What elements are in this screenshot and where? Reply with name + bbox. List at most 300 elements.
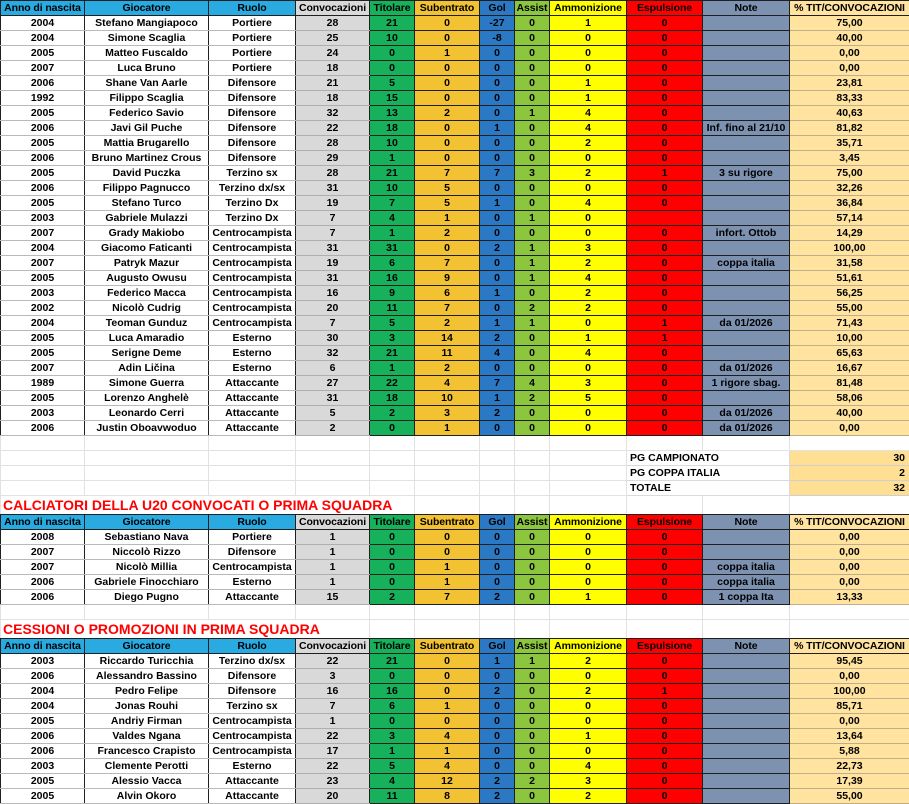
convocazioni-cell[interactable]: 29 bbox=[296, 151, 370, 166]
ammonizione-cell[interactable]: 2 bbox=[550, 654, 627, 669]
subentrato-cell[interactable]: 1 bbox=[415, 560, 480, 575]
ammonizione-cell[interactable]: 0 bbox=[550, 744, 627, 759]
titolare-cell[interactable]: 18 bbox=[370, 121, 415, 136]
section-title-u20[interactable]: CALCIATORI DELLA U20 CONVOCATI O PRIMA SQUADRA bbox=[1, 496, 415, 515]
convocazioni-cell[interactable]: 6 bbox=[296, 361, 370, 376]
ammonizione-cell[interactable]: 3 bbox=[550, 376, 627, 391]
espulsione-cell[interactable]: 1 bbox=[627, 331, 703, 346]
pct-cell[interactable]: 83,33 bbox=[790, 91, 909, 106]
giocatore-cell[interactable]: Alvin Okoro bbox=[85, 789, 209, 804]
titolare-cell[interactable]: 21 bbox=[370, 346, 415, 361]
note-cell[interactable] bbox=[703, 789, 790, 804]
titolare-cell[interactable]: 9 bbox=[370, 286, 415, 301]
subentrato-cell[interactable]: 1 bbox=[415, 575, 480, 590]
giocatore-cell[interactable]: Giacomo Faticanti bbox=[85, 241, 209, 256]
convocazioni-cell[interactable]: 16 bbox=[296, 286, 370, 301]
espulsione-cell[interactable]: 1 bbox=[627, 316, 703, 331]
giocatore-cell[interactable]: Alessandro Bassino bbox=[85, 669, 209, 684]
convocazioni-cell[interactable]: 22 bbox=[296, 121, 370, 136]
subentrato-cell[interactable]: 2 bbox=[415, 361, 480, 376]
espulsione-cell[interactable]: 0 bbox=[627, 46, 703, 61]
ruolo-cell[interactable]: Attaccante bbox=[209, 391, 296, 406]
giocatore-cell[interactable]: Valdes Ngana bbox=[85, 729, 209, 744]
ruolo-cell[interactable]: Difensore bbox=[209, 76, 296, 91]
assist-cell[interactable]: 2 bbox=[515, 774, 550, 789]
pct-cell[interactable]: 0,00 bbox=[790, 575, 909, 590]
subentrato-cell[interactable]: 12 bbox=[415, 774, 480, 789]
convocazioni-cell[interactable]: 16 bbox=[296, 684, 370, 699]
note-cell[interactable] bbox=[703, 714, 790, 729]
note-cell[interactable] bbox=[703, 774, 790, 789]
gol-cell[interactable]: 0 bbox=[480, 226, 515, 241]
espulsione-cell[interactable]: 0 bbox=[627, 61, 703, 76]
empty-cell[interactable] bbox=[703, 496, 790, 515]
col-header-giocatore[interactable]: Giocatore bbox=[85, 1, 209, 16]
convocazioni-cell[interactable]: 22 bbox=[296, 654, 370, 669]
assist-cell[interactable]: 1 bbox=[515, 271, 550, 286]
subentrato-cell[interactable]: 5 bbox=[415, 196, 480, 211]
ruolo-cell[interactable]: Centrocampista bbox=[209, 226, 296, 241]
col-header-assist[interactable]: Assist bbox=[515, 639, 550, 654]
gol-cell[interactable]: 1 bbox=[480, 316, 515, 331]
empty-cell[interactable] bbox=[480, 620, 515, 639]
pct-cell[interactable]: 0,00 bbox=[790, 61, 909, 76]
note-cell[interactable] bbox=[703, 654, 790, 669]
assist-cell[interactable]: 0 bbox=[515, 361, 550, 376]
convocazioni-cell[interactable]: 28 bbox=[296, 166, 370, 181]
titolare-cell[interactable]: 0 bbox=[370, 530, 415, 545]
titolare-cell[interactable]: 5 bbox=[370, 76, 415, 91]
col-header-ammonizione[interactable]: Ammonizione bbox=[550, 1, 627, 16]
pct-cell[interactable]: 0,00 bbox=[790, 46, 909, 61]
note-cell[interactable] bbox=[703, 391, 790, 406]
pct-cell[interactable]: 51,61 bbox=[790, 271, 909, 286]
gol-cell[interactable]: 2 bbox=[480, 789, 515, 804]
giocatore-cell[interactable]: Alessio Vacca bbox=[85, 774, 209, 789]
ammonizione-cell[interactable]: 1 bbox=[550, 91, 627, 106]
gol-cell[interactable]: 0 bbox=[480, 106, 515, 121]
giocatore-cell[interactable]: Federico Savio bbox=[85, 106, 209, 121]
ammonizione-cell[interactable]: 0 bbox=[550, 61, 627, 76]
espulsione-cell[interactable]: 0 bbox=[627, 151, 703, 166]
assist-cell[interactable]: 0 bbox=[515, 590, 550, 605]
convocazioni-cell[interactable]: 24 bbox=[296, 46, 370, 61]
subentrato-cell[interactable]: 7 bbox=[415, 256, 480, 271]
empty-cell[interactable] bbox=[370, 605, 415, 620]
subentrato-cell[interactable]: 0 bbox=[415, 151, 480, 166]
summary-value[interactable]: 32 bbox=[790, 481, 909, 496]
titolare-cell[interactable]: 0 bbox=[370, 61, 415, 76]
assist-cell[interactable]: 0 bbox=[515, 744, 550, 759]
espulsione-cell[interactable]: 0 bbox=[627, 31, 703, 46]
ammonizione-cell[interactable]: 4 bbox=[550, 271, 627, 286]
giocatore-cell[interactable]: Stefano Mangiapoco bbox=[85, 16, 209, 31]
anno-cell[interactable]: 2007 bbox=[1, 256, 85, 271]
titolare-cell[interactable]: 11 bbox=[370, 789, 415, 804]
pct-cell[interactable]: 36,84 bbox=[790, 196, 909, 211]
note-cell[interactable] bbox=[703, 61, 790, 76]
empty-cell[interactable] bbox=[627, 620, 703, 639]
giocatore-cell[interactable]: Shane Van Aarle bbox=[85, 76, 209, 91]
subentrato-cell[interactable]: 2 bbox=[415, 226, 480, 241]
giocatore-cell[interactable]: Luca Amaradio bbox=[85, 331, 209, 346]
note-cell[interactable]: da 01/2026 bbox=[703, 361, 790, 376]
espulsione-cell[interactable]: 0 bbox=[627, 91, 703, 106]
ruolo-cell[interactable]: Centrocampista bbox=[209, 714, 296, 729]
note-cell[interactable] bbox=[703, 530, 790, 545]
assist-cell[interactable]: 0 bbox=[515, 530, 550, 545]
convocazioni-cell[interactable]: 25 bbox=[296, 31, 370, 46]
col-header-ruolo[interactable]: Ruolo bbox=[209, 515, 296, 530]
note-cell[interactable] bbox=[703, 699, 790, 714]
assist-cell[interactable]: 0 bbox=[515, 31, 550, 46]
empty-cell[interactable] bbox=[515, 436, 550, 451]
note-cell[interactable] bbox=[703, 729, 790, 744]
titolare-cell[interactable]: 2 bbox=[370, 406, 415, 421]
note-cell[interactable] bbox=[703, 744, 790, 759]
gol-cell[interactable]: 0 bbox=[480, 256, 515, 271]
titolare-cell[interactable]: 22 bbox=[370, 376, 415, 391]
espulsione-cell[interactable]: 0 bbox=[627, 376, 703, 391]
giocatore-cell[interactable]: Stefano Turco bbox=[85, 196, 209, 211]
ruolo-cell[interactable]: Terzino sx bbox=[209, 166, 296, 181]
gol-cell[interactable]: 0 bbox=[480, 759, 515, 774]
subentrato-cell[interactable]: 0 bbox=[415, 31, 480, 46]
subentrato-cell[interactable]: 0 bbox=[415, 654, 480, 669]
empty-cell[interactable] bbox=[550, 451, 627, 466]
titolare-cell[interactable]: 3 bbox=[370, 331, 415, 346]
anno-cell[interactable]: 2003 bbox=[1, 654, 85, 669]
titolare-cell[interactable]: 0 bbox=[370, 714, 415, 729]
titolare-cell[interactable]: 4 bbox=[370, 774, 415, 789]
anno-cell[interactable]: 2007 bbox=[1, 545, 85, 560]
assist-cell[interactable]: 0 bbox=[515, 560, 550, 575]
anno-cell[interactable]: 2006 bbox=[1, 121, 85, 136]
anno-cell[interactable]: 2007 bbox=[1, 361, 85, 376]
giocatore-cell[interactable]: Federico Macca bbox=[85, 286, 209, 301]
anno-cell[interactable]: 2005 bbox=[1, 136, 85, 151]
note-cell[interactable]: coppa italia bbox=[703, 256, 790, 271]
subentrato-cell[interactable]: 0 bbox=[415, 669, 480, 684]
assist-cell[interactable]: 0 bbox=[515, 196, 550, 211]
empty-cell[interactable] bbox=[1, 466, 85, 481]
subentrato-cell[interactable]: 10 bbox=[415, 391, 480, 406]
section-title-cessioni[interactable]: CESSIONI O PROMOZIONI IN PRIMA SQUADRA bbox=[1, 620, 370, 639]
summary-value[interactable]: 2 bbox=[790, 466, 909, 481]
gol-cell[interactable]: 2 bbox=[480, 331, 515, 346]
espulsione-cell[interactable]: 0 bbox=[627, 759, 703, 774]
titolare-cell[interactable]: 11 bbox=[370, 301, 415, 316]
espulsione-cell[interactable]: 0 bbox=[627, 241, 703, 256]
espulsione-cell[interactable]: 0 bbox=[627, 106, 703, 121]
subentrato-cell[interactable]: 0 bbox=[415, 684, 480, 699]
subentrato-cell[interactable]: 0 bbox=[415, 136, 480, 151]
ruolo-cell[interactable]: Centrocampista bbox=[209, 271, 296, 286]
pct-cell[interactable]: 71,43 bbox=[790, 316, 909, 331]
anno-cell[interactable]: 2004 bbox=[1, 684, 85, 699]
col-header-note[interactable]: Note bbox=[703, 1, 790, 16]
anno-cell[interactable]: 2006 bbox=[1, 744, 85, 759]
empty-cell[interactable] bbox=[415, 620, 480, 639]
assist-cell[interactable]: 0 bbox=[515, 545, 550, 560]
titolare-cell[interactable]: 1 bbox=[370, 744, 415, 759]
assist-cell[interactable]: 0 bbox=[515, 699, 550, 714]
pct-cell[interactable]: 75,00 bbox=[790, 166, 909, 181]
empty-cell[interactable] bbox=[515, 496, 550, 515]
empty-cell[interactable] bbox=[415, 481, 480, 496]
ammonizione-cell[interactable]: 0 bbox=[550, 46, 627, 61]
anno-cell[interactable]: 2006 bbox=[1, 669, 85, 684]
empty-cell[interactable] bbox=[415, 436, 480, 451]
empty-cell[interactable] bbox=[1, 481, 85, 496]
col-header-espulsione[interactable]: Espulsione bbox=[627, 515, 703, 530]
ruolo-cell[interactable]: Esterno bbox=[209, 331, 296, 346]
note-cell[interactable]: da 01/2026 bbox=[703, 316, 790, 331]
col-header-convocazioni[interactable]: Convocazioni bbox=[296, 1, 370, 16]
subentrato-cell[interactable]: 6 bbox=[415, 286, 480, 301]
empty-cell[interactable] bbox=[85, 466, 209, 481]
giocatore-cell[interactable]: Francesco Crapisto bbox=[85, 744, 209, 759]
assist-cell[interactable]: 2 bbox=[515, 391, 550, 406]
espulsione-cell[interactable]: 0 bbox=[627, 346, 703, 361]
convocazioni-cell[interactable]: 18 bbox=[296, 61, 370, 76]
gol-cell[interactable]: 0 bbox=[480, 699, 515, 714]
giocatore-cell[interactable]: Luca Bruno bbox=[85, 61, 209, 76]
note-cell[interactable] bbox=[703, 545, 790, 560]
gol-cell[interactable]: -8 bbox=[480, 31, 515, 46]
giocatore-cell[interactable]: Mattia Brugarello bbox=[85, 136, 209, 151]
ammonizione-cell[interactable]: 1 bbox=[550, 590, 627, 605]
giocatore-cell[interactable]: Patryk Mazur bbox=[85, 256, 209, 271]
pct-cell[interactable]: 65,63 bbox=[790, 346, 909, 361]
assist-cell[interactable]: 0 bbox=[515, 16, 550, 31]
pct-cell[interactable]: 85,71 bbox=[790, 699, 909, 714]
note-cell[interactable] bbox=[703, 669, 790, 684]
gol-cell[interactable]: 1 bbox=[480, 654, 515, 669]
gol-cell[interactable]: 0 bbox=[480, 136, 515, 151]
ruolo-cell[interactable]: Attaccante bbox=[209, 376, 296, 391]
anno-cell[interactable]: 2006 bbox=[1, 181, 85, 196]
empty-cell[interactable] bbox=[415, 605, 480, 620]
giocatore-cell[interactable]: Grady Makiobo bbox=[85, 226, 209, 241]
assist-cell[interactable]: 0 bbox=[515, 331, 550, 346]
empty-cell[interactable] bbox=[790, 436, 909, 451]
empty-cell[interactable] bbox=[515, 466, 550, 481]
gol-cell[interactable]: 0 bbox=[480, 181, 515, 196]
espulsione-cell[interactable]: 0 bbox=[627, 406, 703, 421]
anno-cell[interactable]: 2007 bbox=[1, 560, 85, 575]
col-header-ammonizione[interactable]: Ammonizione bbox=[550, 515, 627, 530]
gol-cell[interactable]: 1 bbox=[480, 391, 515, 406]
assist-cell[interactable]: 1 bbox=[515, 241, 550, 256]
convocazioni-cell[interactable]: 5 bbox=[296, 406, 370, 421]
pct-cell[interactable]: 0,00 bbox=[790, 545, 909, 560]
pct-cell[interactable]: 32,26 bbox=[790, 181, 909, 196]
convocazioni-cell[interactable]: 1 bbox=[296, 545, 370, 560]
ruolo-cell[interactable]: Difensore bbox=[209, 136, 296, 151]
note-cell[interactable] bbox=[703, 211, 790, 226]
convocazioni-cell[interactable]: 2 bbox=[296, 421, 370, 436]
ammonizione-cell[interactable]: 0 bbox=[550, 316, 627, 331]
note-cell[interactable] bbox=[703, 136, 790, 151]
col-header-subentrato[interactable]: Subentrato bbox=[415, 639, 480, 654]
empty-cell[interactable] bbox=[1, 605, 85, 620]
ammonizione-cell[interactable]: 4 bbox=[550, 196, 627, 211]
titolare-cell[interactable]: 31 bbox=[370, 241, 415, 256]
pct-cell[interactable]: 40,00 bbox=[790, 406, 909, 421]
pct-cell[interactable]: 100,00 bbox=[790, 684, 909, 699]
titolare-cell[interactable]: 6 bbox=[370, 699, 415, 714]
note-cell[interactable] bbox=[703, 196, 790, 211]
note-cell[interactable] bbox=[703, 759, 790, 774]
assist-cell[interactable]: 0 bbox=[515, 76, 550, 91]
giocatore-cell[interactable]: Teoman Gunduz bbox=[85, 316, 209, 331]
empty-cell[interactable] bbox=[296, 481, 370, 496]
note-cell[interactable]: 1 coppa Ita bbox=[703, 590, 790, 605]
espulsione-cell[interactable]: 0 bbox=[627, 391, 703, 406]
ammonizione-cell[interactable]: 5 bbox=[550, 391, 627, 406]
anno-cell[interactable]: 2005 bbox=[1, 46, 85, 61]
subentrato-cell[interactable]: 5 bbox=[415, 181, 480, 196]
espulsione-cell[interactable]: 1 bbox=[627, 684, 703, 699]
empty-cell[interactable] bbox=[515, 605, 550, 620]
subentrato-cell[interactable]: 8 bbox=[415, 789, 480, 804]
subentrato-cell[interactable]: 0 bbox=[415, 545, 480, 560]
ruolo-cell[interactable]: Esterno bbox=[209, 361, 296, 376]
empty-cell[interactable] bbox=[1, 451, 85, 466]
empty-cell[interactable] bbox=[296, 605, 370, 620]
ruolo-cell[interactable]: Portiere bbox=[209, 16, 296, 31]
ammonizione-cell[interactable]: 1 bbox=[550, 331, 627, 346]
anno-cell[interactable]: 2005 bbox=[1, 331, 85, 346]
anno-cell[interactable]: 2008 bbox=[1, 530, 85, 545]
ammonizione-cell[interactable]: 0 bbox=[550, 31, 627, 46]
ruolo-cell[interactable]: Centrocampista bbox=[209, 560, 296, 575]
subentrato-cell[interactable]: 14 bbox=[415, 331, 480, 346]
assist-cell[interactable]: 0 bbox=[515, 346, 550, 361]
gol-cell[interactable]: 7 bbox=[480, 376, 515, 391]
subentrato-cell[interactable]: 7 bbox=[415, 590, 480, 605]
empty-cell[interactable] bbox=[370, 481, 415, 496]
gol-cell[interactable]: 0 bbox=[480, 61, 515, 76]
ruolo-cell[interactable]: Terzino dx/sx bbox=[209, 654, 296, 669]
empty-cell[interactable] bbox=[85, 436, 209, 451]
convocazioni-cell[interactable]: 27 bbox=[296, 376, 370, 391]
ammonizione-cell[interactable]: 0 bbox=[550, 421, 627, 436]
assist-cell[interactable]: 0 bbox=[515, 136, 550, 151]
pct-cell[interactable]: 10,00 bbox=[790, 331, 909, 346]
giocatore-cell[interactable]: Simone Guerra bbox=[85, 376, 209, 391]
empty-cell[interactable] bbox=[296, 466, 370, 481]
empty-cell[interactable] bbox=[550, 481, 627, 496]
giocatore-cell[interactable]: Leonardo Cerri bbox=[85, 406, 209, 421]
giocatore-cell[interactable]: Simone Scaglia bbox=[85, 31, 209, 46]
convocazioni-cell[interactable]: 17 bbox=[296, 744, 370, 759]
ruolo-cell[interactable]: Esterno bbox=[209, 759, 296, 774]
convocazioni-cell[interactable]: 23 bbox=[296, 774, 370, 789]
espulsione-cell[interactable]: 1 bbox=[627, 166, 703, 181]
pct-cell[interactable]: 17,39 bbox=[790, 774, 909, 789]
convocazioni-cell[interactable]: 31 bbox=[296, 271, 370, 286]
ammonizione-cell[interactable]: 3 bbox=[550, 774, 627, 789]
empty-cell[interactable] bbox=[209, 605, 296, 620]
assist-cell[interactable]: 0 bbox=[515, 575, 550, 590]
giocatore-cell[interactable]: Diego Pugno bbox=[85, 590, 209, 605]
pct-cell[interactable]: 58,06 bbox=[790, 391, 909, 406]
assist-cell[interactable]: 4 bbox=[515, 376, 550, 391]
col-header-note[interactable]: Note bbox=[703, 515, 790, 530]
gol-cell[interactable]: 0 bbox=[480, 530, 515, 545]
assist-cell[interactable]: 1 bbox=[515, 211, 550, 226]
summary-label[interactable]: PG COPPA ITALIA bbox=[627, 466, 790, 481]
col-header-ruolo[interactable]: Ruolo bbox=[209, 1, 296, 16]
ammonizione-cell[interactable]: 0 bbox=[550, 181, 627, 196]
espulsione-cell[interactable]: 0 bbox=[627, 575, 703, 590]
assist-cell[interactable]: 1 bbox=[515, 256, 550, 271]
pct-cell[interactable]: 55,00 bbox=[790, 789, 909, 804]
subentrato-cell[interactable]: 11 bbox=[415, 346, 480, 361]
espulsione-cell[interactable]: 0 bbox=[627, 654, 703, 669]
ruolo-cell[interactable]: Centrocampista bbox=[209, 316, 296, 331]
titolare-cell[interactable]: 10 bbox=[370, 31, 415, 46]
empty-cell[interactable] bbox=[550, 496, 627, 515]
subentrato-cell[interactable]: 1 bbox=[415, 421, 480, 436]
ammonizione-cell[interactable]: 1 bbox=[550, 16, 627, 31]
note-cell[interactable] bbox=[703, 286, 790, 301]
pct-cell[interactable]: 57,14 bbox=[790, 211, 909, 226]
ammonizione-cell[interactable]: 1 bbox=[550, 729, 627, 744]
anno-cell[interactable]: 2004 bbox=[1, 699, 85, 714]
titolare-cell[interactable]: 0 bbox=[370, 545, 415, 560]
ruolo-cell[interactable]: Attaccante bbox=[209, 774, 296, 789]
subentrato-cell[interactable]: 1 bbox=[415, 699, 480, 714]
ruolo-cell[interactable]: Centrocampista bbox=[209, 729, 296, 744]
anno-cell[interactable]: 2003 bbox=[1, 406, 85, 421]
gol-cell[interactable]: 0 bbox=[480, 744, 515, 759]
ammonizione-cell[interactable]: 4 bbox=[550, 759, 627, 774]
subentrato-cell[interactable]: 7 bbox=[415, 301, 480, 316]
convocazioni-cell[interactable]: 3 bbox=[296, 669, 370, 684]
ruolo-cell[interactable]: Centrocampista bbox=[209, 256, 296, 271]
giocatore-cell[interactable]: Gabriele Finocchiaro bbox=[85, 575, 209, 590]
anno-cell[interactable]: 2005 bbox=[1, 391, 85, 406]
note-cell[interactable] bbox=[703, 106, 790, 121]
subentrato-cell[interactable]: 0 bbox=[415, 530, 480, 545]
pct-cell[interactable]: 13,33 bbox=[790, 590, 909, 605]
empty-cell[interactable] bbox=[550, 605, 627, 620]
ruolo-cell[interactable]: Attaccante bbox=[209, 406, 296, 421]
assist-cell[interactable]: 0 bbox=[515, 729, 550, 744]
ruolo-cell[interactable]: Centrocampista bbox=[209, 241, 296, 256]
titolare-cell[interactable]: 21 bbox=[370, 16, 415, 31]
col-header-gol[interactable]: Gol bbox=[480, 639, 515, 654]
espulsione-cell[interactable]: 0 bbox=[627, 121, 703, 136]
col-header-ruolo[interactable]: Ruolo bbox=[209, 639, 296, 654]
espulsione-cell[interactable]: 0 bbox=[627, 16, 703, 31]
ammonizione-cell[interactable]: 0 bbox=[550, 211, 627, 226]
convocazioni-cell[interactable]: 32 bbox=[296, 346, 370, 361]
pct-cell[interactable]: 23,81 bbox=[790, 76, 909, 91]
espulsione-cell[interactable]: 0 bbox=[627, 301, 703, 316]
ammonizione-cell[interactable]: 0 bbox=[550, 545, 627, 560]
subentrato-cell[interactable]: 4 bbox=[415, 759, 480, 774]
convocazioni-cell[interactable]: 30 bbox=[296, 331, 370, 346]
assist-cell[interactable]: 0 bbox=[515, 789, 550, 804]
subentrato-cell[interactable]: 0 bbox=[415, 241, 480, 256]
anno-cell[interactable]: 2004 bbox=[1, 316, 85, 331]
empty-cell[interactable] bbox=[480, 496, 515, 515]
convocazioni-cell[interactable]: 22 bbox=[296, 759, 370, 774]
